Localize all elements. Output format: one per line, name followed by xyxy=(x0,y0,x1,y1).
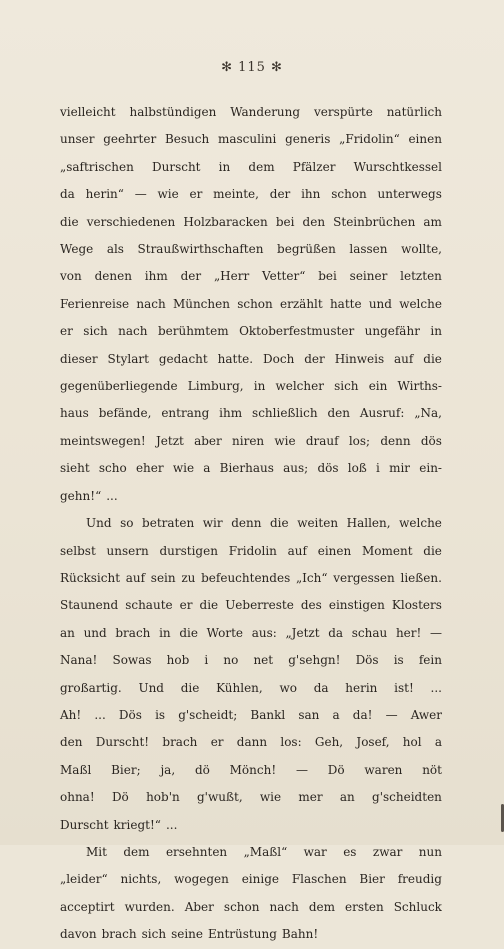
text-line: sieht scho eher wie a Bierhaus aus; dös loß i mir ein- xyxy=(60,461,442,476)
text-line: haus befände, entrang ihm schließlich den Ausruf: „Na, xyxy=(60,406,442,421)
text-line: „saftrischen Durscht in dem Pfälzer Wurschtkessel xyxy=(60,159,442,174)
text-line: Ferienreise nach München schon erzählt hatte und welche xyxy=(60,296,442,311)
text-line: gehn!“ ... xyxy=(60,488,118,503)
text-line: er sich nach berühmtem Oktoberfestmuster ungefähr in xyxy=(60,324,442,339)
text-line: Rücksicht auf sein zu befeuchtendes „Ich“ vergessen ließen. xyxy=(60,570,442,585)
text-line: Maßl Bier; ja, dö Mönch! — Dö waren nöt xyxy=(60,762,442,777)
text-line: Staunend schaute er die Ueberreste des einstigen Klosters xyxy=(60,598,442,613)
paragraph xyxy=(60,99,442,510)
text-line: Und so betraten wir denn die weiten Hallen, welche xyxy=(86,516,442,531)
text-line: da herin“ — wie er meinte, der ihn schon unterwegs xyxy=(60,187,442,202)
text-line: Ah! ... Dös is g'scheidt; Bankl san a da! — Awer xyxy=(60,707,442,722)
text-line: großartig. Und die Kühlen, wo da herin ist! ... xyxy=(60,680,442,695)
text-line: die verschiedenen Holzbaracken bei den Steinbrüchen am xyxy=(60,214,442,229)
text-line: unser geehrter Besuch masculini generis „Fridolin“ einen xyxy=(60,132,442,147)
text-line: Wege als Straußwirthschaften begrüßen lassen wollte, xyxy=(60,242,442,257)
body-text xyxy=(60,99,442,949)
text-line: ohna! Dö hob'n g'wußt, wie mer an g'scheidten xyxy=(60,790,442,805)
text-line: den Durscht! brach er dann los: Geh, Josef, hol a xyxy=(60,735,442,750)
text-line: „leider“ nichts, wogegen einige Flaschen Bier freudig xyxy=(60,872,442,887)
text-line: acceptirt wurden. Aber schon nach dem ersten Schluck xyxy=(60,899,442,914)
paragraph xyxy=(60,510,442,839)
page-number: ✻ 115 ✻ xyxy=(221,60,283,75)
text-line: dieser Stylart gedacht hatte. Doch der Hinweis auf die xyxy=(60,351,442,366)
text-line: Nana! Sowas hob i no net g'sehgn! Dös is fein xyxy=(60,653,442,668)
text-line: von denen ihm der „Herr Vetter“ bei seiner letzten xyxy=(60,269,442,284)
text-line: an und brach in die Worte aus: „Jetzt da schau her! — xyxy=(60,625,442,640)
text-line: davon brach sich seine Entrüstung Bahn! xyxy=(60,927,319,942)
text-line: Mit dem ersehnten „Maßl“ war es zwar nun xyxy=(86,844,442,859)
text-line: selbst unsern durstigen Fridolin auf einen Moment die xyxy=(60,543,442,558)
text-line: vielleicht halbstündigen Wanderung verspürte natürlich xyxy=(60,105,442,119)
text-line: Durscht kriegt!“ ... xyxy=(60,817,178,832)
text-line: gegenüberliegende Limburg, in welcher sich ein Wirths- xyxy=(60,379,442,394)
paragraph xyxy=(60,839,442,949)
page-header xyxy=(0,60,504,75)
text-line: meintswegen! Jetzt aber niren wie drauf los; denn dös xyxy=(60,433,442,448)
